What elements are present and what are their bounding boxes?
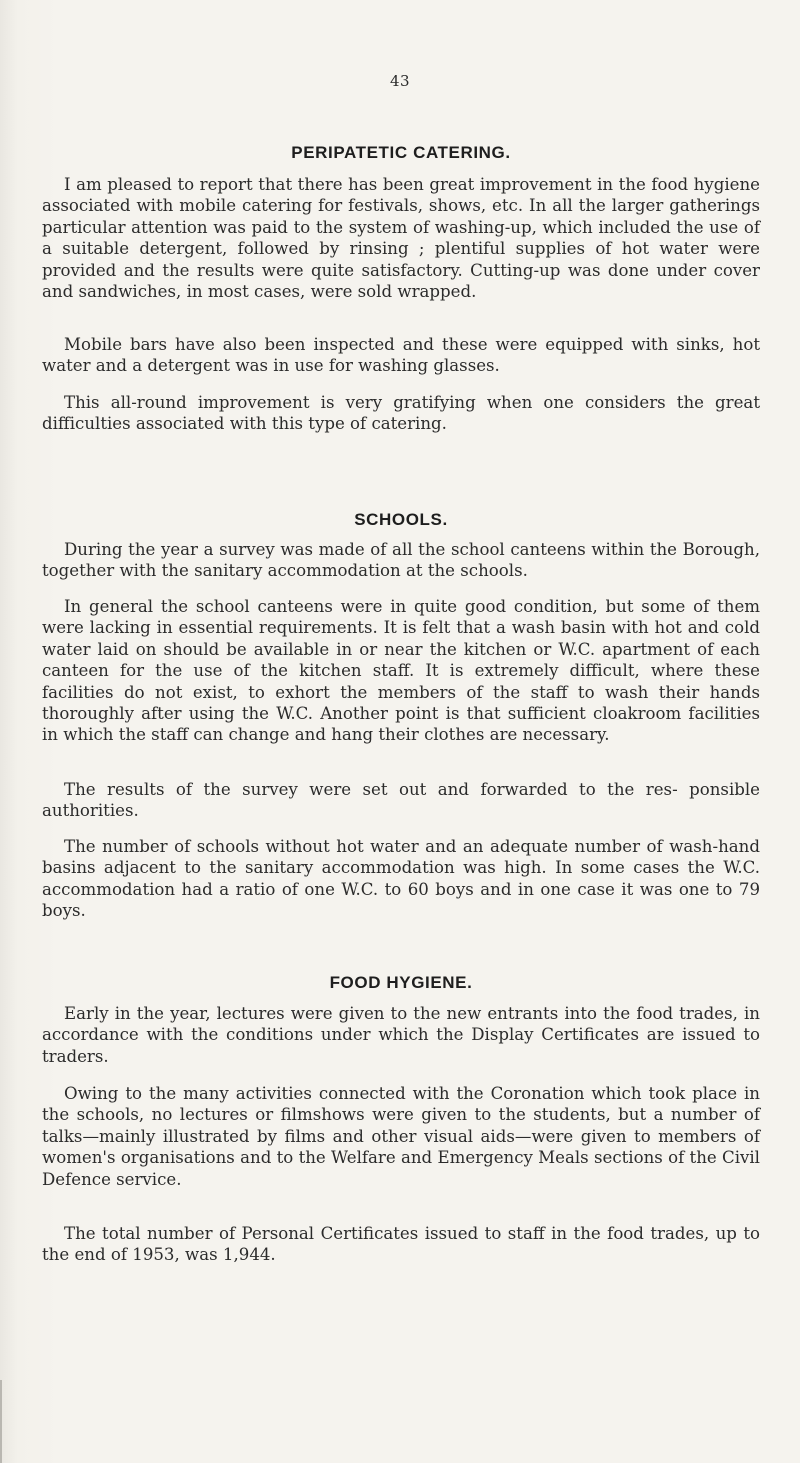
paragraph: Mobile bars have also been inspected and these were equipped with sinks, hot water and a detergent was in use for washing glasses. bbox=[42, 335, 760, 376]
heading-schools: SCHOOLS. bbox=[354, 510, 448, 529]
paragraph: Early in the year, lectures were given to the new entrants into the food trades, in accordance with the conditions under which the Display Certificates are issued to traders. bbox=[42, 1004, 760, 1066]
scan-edge-line bbox=[0, 1380, 2, 1463]
paragraph: The results of the survey were set out and forwarded to the res- ponsible authorities. bbox=[42, 780, 760, 821]
page-number: 43 bbox=[389, 72, 411, 90]
heading-food-hygiene: FOOD HYGIENE. bbox=[329, 973, 473, 992]
paragraph: In general the school canteens were in quite good condition, but some of them were lacking in essential requirements. It is felt that a wash basin with hot and cold water laid on should be available in or near the kitchen or W.C. apartment of each canteen for the use of the kitchen staff. It is extremely difficult, where these facilities do not exist, to exhort the members of the staff to wash their hands thoroughly after using the W.C. Another point is that sufficient cloakroom facilities in which the staff can change and hang their clothes are necessary. bbox=[42, 597, 760, 745]
paragraph: The total number of Personal Certificates issued to staff in the food trades, up to the end of 1953, was 1,944. bbox=[42, 1224, 760, 1265]
paragraph: I am pleased to report that there has been great improvement in the food hygiene associated with mobile catering for festivals, shows, etc. In all the larger gatherings particular attention was paid to the system of washing-up, which included the use of a suitable detergent, followed by rinsing ; plentiful supplies of hot water were provided and the results were quite satisfactory. Cutting-up was done under cover and sandwiches, in most cases, were sold wrapped. bbox=[42, 175, 760, 302]
paragraph: Owing to the many activities connected with the Coronation which took place in the schools, no lectures or filmshows were given to the students, but a number of talks—mainly illustrated by films and other visual aids—were given to members of women's organisations and to the Welfare and Emergency Meals sections of the Civil Defence service. bbox=[42, 1084, 760, 1189]
paragraph: During the year a survey was made of all the school canteens within the Borough, together with the sanitary accommodation at the schools. bbox=[42, 540, 760, 581]
paragraph: This all-round improvement is very gratifying when one considers the great difficulties associated with this type of catering. bbox=[42, 393, 760, 434]
paragraph: The number of schools without hot water and an adequate number of wash-hand basins adjacent to the sanitary accommodation was high. In some cases the W.C. accommodation had a ratio of one W.C. to 60 boys and in one case it was one to 79 boys. bbox=[42, 837, 760, 921]
heading-peripatetic-catering: PERIPATETIC CATERING. bbox=[291, 143, 511, 162]
